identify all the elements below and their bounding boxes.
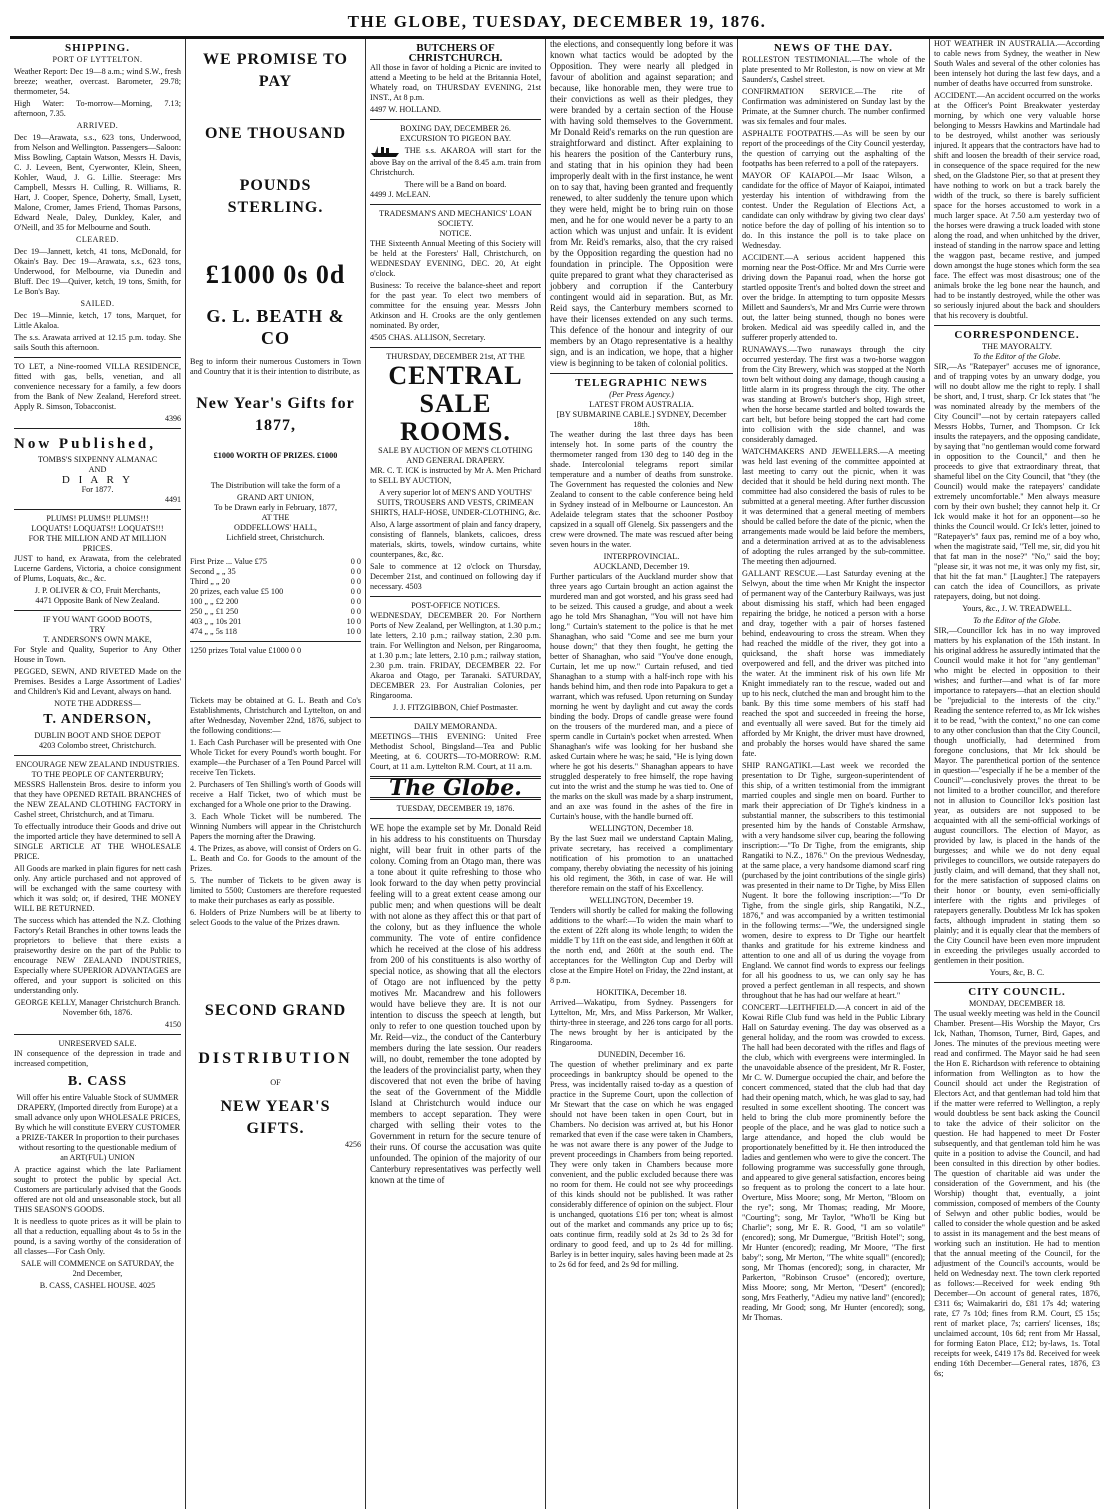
post-office-text: WEDNESDAY, DECEMBER 20. For Northern Ports of New Zealand, per Wellington, at 1.30 p.m.; late letters, 2.10 p.m.; railway station, 2.30 p.m. train. For Wellington and Nelson, per Ringarooma, at 1.30 p.m.; late letters, 2.10 p.m.; railway station, 2.30 p.m. train. FRIDAY, DECEMBER 22. For Akaroa and Otago, per Taranaki. SATURDAY, DECEMBER 23. For Australian Colonies, per Ringarooma. xyxy=(370,611,541,700)
latest-heading: LATEST FROM AUSTRALIA. xyxy=(589,400,694,409)
marked-text: All Goods are marked in plain figures for nett cash only. Any article purchased and not approved of will be exchanged with the same courtesy with which it was sold; or, if desired, THE MONEY WILL BE RETURNED. xyxy=(14,864,181,913)
news-item: WATCHMAKERS AND JEWELLERS.—A meeting was held last evening of the committee appointed at last meeting to carry out the picnic, when it was decided that it should be held during next month. The committee had also considered the basis of rules to be submitted at a general meeting. After further discussion it was determined that a general meeting of members should be called before the date of the picnic, when the arrangements made would be laid before the members, and a determination arrived at as to the advisableness of adopting the rules arranged by the sub-committee. The meeting then adjourned. xyxy=(742,447,925,566)
interprovincial-heading: INTERPROVINCIAL. xyxy=(603,552,680,561)
news-item: HOT WEATHER IN AUSTRALIA.—According to cable news from Sydney, the weather in New South Wales and several of the other colonies has been intensely hot during the last few days, and a number of deaths have occurred from sunstroke. xyxy=(934,39,1100,88)
cass-sale: SALE will COMMENCE on SATURDAY, the 2nd December, xyxy=(21,1259,174,1278)
port-heading: PORT OF LYTTELTON. xyxy=(52,55,143,64)
letter-sign: Yours, &c, B. C. xyxy=(989,968,1045,977)
news-item: ASPHALTE FOOTPATHS.—As will be seen by our report of the proceedings of the City Council yesterday, the question of carrying out the asphalting of the footpaths has been referred to a poll of the ratepayers. xyxy=(742,129,925,168)
diary-year: For 1877. xyxy=(81,485,114,494)
letter-sign: Yours, &c., J. W. TREADWELL. xyxy=(962,604,1072,613)
council-text: The usual weekly meeting was held in the Council Chamber. Present—His Worship the Mayor, Crs Ick, Nathan, Thomson, Turner, Bird, Gapes, and Jones. The minutes of the previous meeting were read and confirmed. The Mayor said he had seen the Hon E. Richardson with reference to obtaining information from Wellington as to how the Council should act under the Registration of Electors Act, and that gentleman had told him that if the matter were referred to Wellington, a reply would doubtless be sent back asking the Council to take the advice of their solicitor on the question. He had happened to meet Dr Foster subsequently, and that gentleman told him he was quite in a position to advise the Council, and had been consulted in this direction by other bodies. The question of charitable aid was under the consideration of the Government, and his (the Worship) thought that, eventually, a joint commission, composed of members of the County of Selwyn and other public bodies, would be called to consider the whole question and be asked to assist in its management and the best means of working such an institution. He had to mention that the annual meeting of the Council, for the adjustment of the Council's accounts, would be held on Wednesday next. The town clerk reported as follows:—Received for week ending 9th December—On account of general rates, 1876, £311 6s; Waimakariri do, £81 17s 4d; watering rate, £7 7s 10d; fines from R.M. Court, £5 15s; rent of market place, 7s; carriers' licenses, 18s; unclaimed account, 10s 6d; rent from Mr Hassal, for forming Eaton Place, £12; by-laws, 1s. Total receipts for week, £419 17s 8d. Received for week ending 16th December—General rates, 1876, £3 6s; xyxy=(934,1009,1100,1378)
cleared-heading: CLEARED. xyxy=(76,235,119,244)
cass-needless: It is needless to quote prices as it will be plain to all that a reduction, equalling about 4s to 5s in the pound, is a saving worthy of the consideration of all classes—For Cash Only. xyxy=(14,1217,181,1256)
million-heading: FOR THE MILLION AND AT MILLION PRICES. xyxy=(28,534,167,553)
oliver-name: J. P. OLIVER & CO, Fruit Merchants, xyxy=(34,586,161,595)
news-item: MAYOR OF KAIAPOI.—Mr Isaac Wilson, a candidate for the office of Mayor of Kaiapoi, intimated yesterday his intention of withdrawing from the contest. Under the Regulation of Elections Act, a candidate can only withdraw by giving two clear days' notice before the day of polling of his intention so to do. In this instance the poll is to take place on Wednesday. xyxy=(742,171,925,250)
consequence-text: IN consequence of the depression in trade and increased competition, xyxy=(14,1049,181,1068)
anderson-name: T. ANDERSON, xyxy=(43,712,152,727)
unreserved-heading: UNRESERVED SALE. xyxy=(58,1039,137,1048)
agency-line: (Per Press Agency.) xyxy=(609,390,674,399)
loquats-heading: LOQUATS! LOQUATS!! LOQUATS!!! xyxy=(31,524,164,533)
gifts-heading: New Year's Gifts for 1877, xyxy=(196,395,355,434)
auckland-text: Further particulars of the Auckland murder show that three years ago Curtain brought an action against the murdered man and got worsted, and his grass seed had to be seized. This caused a grudge, and about a week ago he told Mrs Shanaghan, "You will not have him long." Curtain's statement to the police is that he met Shanaghan, who said "Come and see me burn your house down;" that they then fought, he getting the better of Shanaghan, who said "You've done enough, Curtain, let me up now." Curtain refused, and tied Shanaghan to a stump with a half-inch rope with his hands behind him, and then rode into Papakura to get a warrant, which was refused. Upon returning on Sunday morning he went by daylight and cut away the cords binding the body. Drops of candle grease were found on the trousers of the murdered man, and a piece of sperm candle in Curtain's pocket when arrested. When Shanaghan's wife was looking for her husband she asked Curtain where he was; he said, "He is lying down where he got his deserts." Shanaghan appears to have struggled desperately to free himself, the rope having cut into the wrist and the stump he was tied to. One of the marks on the skull was made by a sharp instrument, and an axe was found in the ashes of the fire in Curtain's house, with the handle burned off. xyxy=(550,572,733,821)
commence-text: Sale to commence at 12 o'clock on Thursday, December 21st, and continued on following day if necessary. 4503 xyxy=(370,562,541,591)
almanac-title: TOMBS'S SIXPENNY ALMANAC xyxy=(37,455,158,464)
news-item: SHIP RANGATIKI.—Last week we recorded the presentation to Dr Tighe, surgeon-superintendent of this ship, of a written testimonial from the immigrant married couples and single men on board. Further to mark their appreciation of Dr Tighe's kindness in a substantial manner, the subscribers to this testimonial presented him by the hands of Constable Armshaw, with a very handsome silver cup, bearing the following inscription:—"To Dr Tighe, from the emigrants, ship Rangatiki to N.Z., 1876." On the previous Wednesday, at the same place, a very handsome diamond scarf ring (purchased by the joint contributions of the single girls) was presented in their name to Dr Tighe, by Miss Ellen Nugent. It bore the following inscription:—"To Dr Tighe, from the single girls, ship Rangatiki, N.Z., 1876," and was accompanied by a written testimonial in the following terms:—"We, the undersigned single women, desire to express to Dr Tighe our heartfelt thanks and gratitude for his extreme kindness and attention to one and all of us during the voyage from England. We cannot find words to express our feelings for all his goodness to us, we can only say he has proved a perfect gentleman in all respects, and shown throughout that he has had our welfare at heart." xyxy=(742,761,925,1000)
memoranda-text: MEETINGS—THIS EVENING: United Free Methodist School, Bingsland—Tea and Public Meeting, at 6. COURTS—TO-MORROW: R.M. Court, at 11 a.m. Lyttelton R.M. Court, at 11 a.m. xyxy=(370,732,541,771)
holland-sign: 4497 W. HOLLAND. xyxy=(370,105,441,114)
arrived-text: Dec 19—Arawata, s.s., 623 tons, Underwood, from Nelson and Wellington. Passengers—Saloon: Miss Bowling, Captain Watson, Messrs H. Davis, C. J. Leveen, Bent, Cyerwonter, Klein, Sheen, Kohler, Waud, J. G. Lillie. Steerage: Mrs Campbell, Messrs H. Culling, R. Williams, R. Hart, J. Cooper, Spence, Doherty, Small, Lysett, Malone, Cromer, James Friend, Thomas Parsons, Edward Neale, Daley, Dunkley, Kaler, and O'Neill, and 35 for Melbourne and South. xyxy=(14,133,181,232)
cass-offer: Will offer his entire Valuable Stock of SUMMER DRAPERY, (Imported directly from Europe) at a small advance only upon WHOLESALE PRICES, By which he will constitute EVERY CUSTOMER a PRIZE-TAKER In proportion to their purchases without resorting to the questionable medium of an ART(FUL) UNION xyxy=(14,1093,181,1162)
editor-line: To the Editor of the Globe. xyxy=(973,616,1061,625)
auction-heading: SALE BY AUCTION OF MEN'S CLOTHING AND GENERAL DRAPERY. xyxy=(378,446,533,465)
colombo-address: 4203 Colombo street, Christchurch. xyxy=(38,741,157,750)
people-heading: TO THE PEOPLE OF CANTERBURY; xyxy=(31,770,164,779)
now-published: Now Published, xyxy=(14,436,157,452)
notice-heading: NOTICE. xyxy=(439,229,472,238)
hokitika-text: Arrived—Wakatipu, from Sydney. Passengers for Lyttelton, Mr, Mrs, and Miss Parkerson, Mr Walker, thirty-three in steerage, and 226 tons cargo for all ports. The news brought by her is anticipated by the Ringarooma. xyxy=(550,998,733,1047)
sailed-heading: SAILED. xyxy=(80,299,115,308)
divider xyxy=(14,610,181,611)
editorial-text: WE hope the example set by Mr. Donald Reid in his address to his constituents on Thursday night, will bear fruit in other parts of the colony. Coming from an Otago man, there was a tone about it quite refreshing to those who look forward to the day when petty provincial feeling will to a great extent cease among our public men; and when questions will be dealt with not alone as they affect this or that part of the colony, but as they influence the whole community. The vote of entire confidence which he received at the close of his address from 200 of his constituents is also worthy of special notice, as showing that all the electors of Otago are not influenced by the petty motives Mr. Macandrew and his followers would have believe they are. It is not our intention to discuss the speech at length, but only to refer to one question touched upon by Mr. Reid—viz., the conduct of the Canterbury members during the late session. Our readers will, no doubt, remember the tone adopted by the leaders of the provincialist party, when they discovered that not even the bribe of having the seat of the Government of the Middle Island at Christchurch would induce our members to accept separation. They were charged with selling their votes to the Government in return for the secure tenure of their runs. Of course the accusation was quite unfounded. The opinion of the majority of our Canterbury representatives was perfectly well known at the time of xyxy=(370,823,541,1185)
distribution-heading: DISTRIBUTION xyxy=(198,1050,353,1067)
new-years-gifts: NEW YEAR'S GIFTS. xyxy=(220,1098,331,1137)
column-6 xyxy=(930,39,1104,1509)
column-2 xyxy=(186,39,366,1509)
business-text: Business: To receive the balance-sheet and report for the past year. To elect two members of committee for the ensuing year. Messrs John Atkinson and H. Crooks are the only gentlemen nominated. By order, xyxy=(370,281,541,330)
diary-title: D I A R Y xyxy=(61,474,134,486)
anderson-heading: T. ANDERSON'S OWN MAKE, xyxy=(43,635,152,644)
condition-4: 4. The Prizes, as above, will consist of Orders on G. L. Beath and Co. for Goods to the amount of the Prizes. xyxy=(190,844,361,873)
sale-rooms-heading: SALE ROOMS. xyxy=(400,389,511,446)
divider xyxy=(14,1034,181,1035)
cable-text: The weather during the last three days has been intensely hot. In some parts of the country the thermometer ranged from 130 deg to 140 deg in the shade. Intercolonial telegrams report similar temperature and a number of deaths from sunstroke. The Government has requested the colonies and New Zealand to consent to the cable conference being held in Sydney instead of in Melbourne or Launceston. An Adelaide telegram states that the schooner Postboy capsized in a squall off Glenelg. Six passengers and the crew were drowned. The mate was rescued after being seven hours in the water. xyxy=(550,430,733,549)
prize-table xyxy=(190,557,361,637)
news-heading: NEWS OF THE DAY. xyxy=(773,42,894,54)
oliver-address: 4471 Opposite Bank of New Zealand. xyxy=(35,596,160,605)
mclean-sign: 4499 J. McLEAN. xyxy=(370,190,431,199)
letter-text: SIR,—As "Ratepayer" accuses me of ignorance, and of trapping votes by an unwary dodge, you will no doubt allow me the right to reply. I shall be short, and, I trust, sharp. Cr Ick states that "he was nominated already by the members of the City Council"—not by certain ratepayers called Messrs Hobbs, Turner, and Thompson. Cr Ick insults the ratepayers, and the opposing candidate, by saying that "no gentleman would come forward in opposition to the Council," and then he proceeds to give that extraordinary threat, that shameful libel on the City Council, that "they (the Council) would make the ratepayers' candidate extremely uncomfortable." Men always measure corn by their own bushel; they cannot help it. Cr Ick would make it hot for an opponent—so he thinks the Council would. Cr Ick's letter, joined to "Ratepayer's" faux pas, remind me of a boy who, when the magistrate said, "Tell me, sir, did you hit that fat man in the nose?" "No," said the boy; "please sir, it was not me, it was only my fist, sir, that hit the fat man." [Laughter.] The ratepayers can catch the idea of Councillors, as private ratepayers, doing, but not doing. xyxy=(934,362,1100,601)
beath-heading: G. L. BEATH & CO xyxy=(206,306,345,348)
condition-5: 5. The number of Tickets to be given away is limited to 5500; Customers are therefore requested to make their purchases as early as possible. xyxy=(190,876,361,905)
mayoralty-heading: THE MAYORALTY. xyxy=(982,342,1052,351)
auckland-dateline: AUCKLAND, December 19. xyxy=(593,562,690,571)
sixteenth-text: THE Sixteenth Annual Meeting of this Society will be held at the Foresters' Hall, Christchurch, on WEDNESDAY EVENING, DEC. 20, At eight o'clock. xyxy=(370,239,541,278)
globe-title: The Globe. xyxy=(389,775,522,801)
central-heading: CENTRAL xyxy=(388,361,523,390)
note-address: NOTE THE ADDRESS— xyxy=(54,699,141,708)
steamship-icon xyxy=(370,144,400,158)
news-item: CONCERT—LEITHFIELD.—A concert in aid of the Kowai Rifle Club fund was held in the Public Library Hall on Saturday evening. The day was observed as a general holiday, and the room was crowded to excess. The hall had been decorated with the rifles and flags of the club, which with evergreens were intermingled. In the unavoidable absence of the president, Mr R. Foster, Mr C. W. Dumergue occupied the chair, and before the concert commenced, stated that the club had that day had their opening match, which, he was glad to say, had resulted in some excellent shooting. The concert was held to bring the club more prominently before the people of the place, and he was glad to notice such a large attendance, and hoped the club would be proportionately benefitted by it. He then introduced the ladies and gentlemen who were to give the concert. The following programme was successfully gone through, and appeared to give general satisfaction, encores being so frequent as to prolong the concert to a late hour. Overture, Miss Moore; song, Mr Merton, "Bloom on the rye"; song, Mr Thomas; reading, Mr Moore, "Courting"; song, Mr Taylor, "Who'll be King but Charlie"; song, Mr E. R. Good, "I am so volatile" (encored); song, Mr Dumergue, "British Hotel"; song, Mr Hunter (encored); reading, Mr Moore, "The first baby"; song, Mr Merton, "The white squall" (encored); song, Mr Thomas (encored); song, in character, Mr Parkerton, "Robinson Crusoe" (encored); overture, Miss Moore; song, Mr Merton, "Desert" (encored); song, Mrs Featherly, "Adieu my native land" (encored); reading, Mr Good; song, Mr Hunter (encored); song, Mr Thomas. xyxy=(742,1003,925,1322)
arrived-heading: ARRIVED. xyxy=(76,121,119,130)
news-item: ACCIDENT.—A serious accident happened this morning near the Post-Office. Mr and Mrs Currie were driving down the Papanui road, when the horse got startled opposite Trent's and bolted down the street and over the bridge. In attempting to turn opposite Messrs Millett and Saunders's, Mr and Mrs Currie were thrown out, the latter being stunned, though no bones were broken. Medical aid was speedily called in, and the sufferer properly attended to. xyxy=(742,253,925,342)
dunedin-dateline: DUNEDIN, December 16. xyxy=(597,1050,686,1059)
tradesmen-heading: TRADESMAN'S AND MECHANICS' LOAN SOCIETY. xyxy=(379,209,532,228)
post-office-heading: POST-OFFICE NOTICES. xyxy=(411,601,500,610)
column-5 xyxy=(738,39,930,1509)
news-item: ROLLESTON TESTIMONIAL.—The whole of the plate presented to Mr Rolleston, is now on view at Mr Saunders's, Cashel street. xyxy=(742,55,925,84)
allison-sign: 4505 CHAS. ALLISON, Secretary. xyxy=(370,333,486,342)
condition-1: 1. Each Cash Purchaser will be presented with One Whole Ticket for every Pound's worth bought. For example—the Purchaser of a Ten Pound Parcel will receive Ten Tickets. xyxy=(190,738,361,777)
hokitika-dateline: HOKITIKA, December 18. xyxy=(596,988,687,997)
prize-row: 403 „ „ 10s 201 10 0 xyxy=(190,617,361,626)
dunedin-text: The question of whether preliminary and ex parte proceedings in bankruptcy should be opened to the Press, was incidentally raised to-day as a question of practice in the Supreme Court, upon the collection of Mr Stewart that the case on which he was engaged should not have been taken in open Court, but in Chambers. No decision was arrived at, but his Honor remarked that even if the case were taken in Chambers, he was not aware there is any power of the Judge to prevent proceedings in Chambers from being reported. They were only taken in Chambers because more convenient, and the public excluded because there was no room for them. He could not see why proceedings of this kinds should not be published. It was rather considerably difference of opinion on the subject. Flour is unchanged, quotations £16 per ton; wheat is almost out of the market and commands any price up to 6s; oats continue firm, readily sold at 2s 3d to 2s 3d for ordinary to good feed, and up to 2s 4d for milling. Barley is in better inquiry, sales having been made at 2s to 2s 6d for feed, and 2s 9d for milling. xyxy=(550,1060,733,1269)
fitzgibbon-sign: J. J. FITZGIBBON, Chief Postmaster. xyxy=(392,703,519,712)
plums-heading: PLUMS! PLUMS!! PLUMS!!! xyxy=(46,514,149,523)
correspondence-heading: CORRESPONDENCE. xyxy=(954,329,1080,341)
also-text: Also, A large assortment of plain and fancy drapery, consisting of flannels, blankets, calicoes, dress materials, skirts, towels, window curtains, white counterpanes, &c, &c. xyxy=(370,520,541,559)
prize-row: First Prize ... Value £75 0 0 xyxy=(190,557,361,566)
tickets-text: Tickets may be obtained at G. L. Beath and Co's Establishments, Christchurch and Lyttelton, on and after Wednesday, November 22nd, 1876, subject to the following conditions:— xyxy=(190,696,361,735)
condition-2: 2. Purchasers of Ten Shilling's worth of Goods will receive a Half Ticket, two of which must be exchanged for a Whole one prior to the Drawing. xyxy=(190,780,361,809)
prize-row: 474 „ „ 5s 118 10 0 xyxy=(190,627,361,636)
column-3 xyxy=(366,39,546,1509)
cass-name: B. CASS xyxy=(67,1074,128,1089)
news-item: CONFIRMATION SERVICE.—The rite of Confirmation was administered on Sunday last by the Primate, at the Sumner church. The number confirmed was six females and four males. xyxy=(742,87,925,126)
prize-row: 20 prizes, each value £5 100 0 0 xyxy=(190,587,361,596)
of-text: OF xyxy=(270,1078,281,1087)
column-4 xyxy=(546,39,738,1509)
at-the: AT THE xyxy=(261,513,290,522)
encourage-heading: ENCOURAGE NEW ZEALAND INDUSTRIES. xyxy=(15,760,180,769)
and-text: AND xyxy=(88,465,107,474)
wellington-text: By the last Suez mail we understand Captain Maling, private secretary, has received a complimentary notification of his promotion to an unattached company, thereby obviating the necessity of his joining his old regiment, the 36th, in case of war. He will therefore remain on the staff of his Excellency. xyxy=(550,834,733,893)
boxing-day: BOXING DAY, DECEMBER 26. xyxy=(400,124,511,133)
promise-line-3: POUNDS STERLING. xyxy=(227,177,324,216)
condition-6: 6. Holders of Prize Numbers will be at liberty to select Goods to the value of the Prizes drawn. xyxy=(190,908,361,927)
prize-total: 1250 prizes Total value £1000 0 0 xyxy=(190,646,302,655)
ad-number: 4396 xyxy=(165,414,181,423)
ad-number: 4256 xyxy=(345,1140,361,1149)
ad-number: 4150 xyxy=(165,1020,181,1029)
grand-art-union: GRAND ART UNION, xyxy=(237,493,314,502)
prize-row: Third „ „ 20 0 0 xyxy=(190,577,361,586)
prize-row: 100 „ „ £2 200 0 0 xyxy=(190,597,361,606)
lichfield-street: Lichfield street, Christchurch. xyxy=(226,533,325,542)
dublin-depot: DUBLIN BOOT AND SHOE DEPOT xyxy=(34,731,161,740)
fruit-ad: JUST to hand, ex Arawata, from the celebrated Lucerne Gardens, Victoria, a choice consignment of Plums, Loquats, &c., &c. xyxy=(14,554,181,583)
wellington2-text: Tenders will shortly be called for making the following additions to the wharf:—To widen the main wharf to the extent of 22ft along its whole length; to widen the middle T by 11ft on the east side, and lengthen it 60ft at the north end, and 260ft at the south end. The acceptances for the Wellington Cup and Derby will close at the Empire Hotel on Friday, the 22nd instant, at 8 p.m. xyxy=(550,906,733,985)
cable-line: [BY SUBMARINE CABLE.] SYDNEY, December 18th. xyxy=(556,410,727,429)
beath-intro: Beg to inform their numerous Customers in Town and Country that it is their intention to distribute, as xyxy=(190,357,361,376)
wellington-dateline: WELLINGTON, December 18. xyxy=(589,824,694,833)
divider xyxy=(14,428,181,429)
worth-heading: £1000 WORTH OF PRIZES. £1000 xyxy=(213,451,338,460)
memoranda-heading: DAILY MEMORANDA. xyxy=(413,722,498,731)
weather-report: Weather Report: Dec 19—8 a.m.; wind S.W., fresh breeze; weather, overcast. Barometer, 29.78; thermometer, 54. xyxy=(14,67,181,96)
prize-row: 250 „ „ £1 250 0 0 xyxy=(190,607,361,616)
oddfellows-hall: ODDFELLOWS' HALL, xyxy=(234,523,317,532)
introduce-text: To effectually introduce their Goods and drive out the imported article they have determined to sell A SINGLE ARTICLE AT THE WHOLESALE PRICE. xyxy=(14,822,181,861)
sailed-text: Dec 19—Minnie, ketch, 17 tons, Marquet, for Little Akaloa. xyxy=(14,311,181,330)
divider xyxy=(14,357,181,358)
tuck-text: MR. C. T. ICK is instructed by Mr A. Men Prichard to SELL BY AUCTION, xyxy=(370,466,541,485)
news-item: ACCIDENT.—An accident occurred on the works at the Officer's Point Breakwater yesterday morning, by which one very valuable horse belonging to Messrs Hawkins and Martindale had to be destroyed, whilst another was seriously injured. It appears that the contractors have had to shift and loosen the breadth of their service road, in consequence of the space required for the new shed, on the Gladstone Pier, so that at present they have nothing to work on but a track barely the width of the truck, so there is barely sufficient space for the horses accustomed to work in a much larger space. At 7.50 a.m yesterday two of the horses were drawing a truck loaded with stone along the road, and when unhitched by the driver, instead of standing in the narrow space and letting the waggon past, became restive, and jumped down amongst the huge stones which form the sea face. The effect was most disastrous; one of the animals broke the leg bone near the haunch, and had to be instantly destroyed, while the other was so seriously injured about the back and shoulders that his recovery is doubtful. xyxy=(934,91,1100,320)
distribution-text: The Distribution will take the form of a xyxy=(210,481,341,490)
cass-practice: A practice against which the late Parliament sought to protect the public by special Act. Customers are particularly advised that the Goods offered are not old and unseasonable stock, but all THIS SEASON'S GOODS. xyxy=(14,1165,181,1214)
high-water: High Water: To-morrow—Morning, 7.13; afternoon, 7.35. xyxy=(14,99,181,118)
promise-line-2: ONE THOUSAND xyxy=(204,125,347,142)
boots-heading: IF YOU WANT GOOD BOOTS, xyxy=(43,615,152,624)
cass-address: B. CASS, CASHEL HOUSE. 4025 xyxy=(39,1281,156,1290)
second-grand: SECOND GRAND xyxy=(204,1002,347,1019)
band-text: There will be a Band on board. xyxy=(404,180,507,189)
news-item: GALLANT RESCUE.—Last Saturday evening at the Selwyn, about the time when Mr Knight the inspector of permanent way of the Canterbury Railways, was just about dismissing his staff, which had been engaged repairing the bridge, he noticed a person with a horse and dray, together with a pair of horses fastened behind, endeavouring to cross the stream. When they had reached the middle of the river, they got into a quicksand, the shaft horse was immediately overpowered and fell, and the driver was pitched into the water. At the imminent risk of his own life Mr Knight immediately ran to the rescue, waded out and up to his neck, clutched the man and brought him to the bank. By this time some members of his staff had reached the spot and succeeded in freeing the horse, and eventually all were saved. But for the timely aid afforded by Mr Knight, the driver must have drowned, and probably the horses would have shared the same fate. xyxy=(742,569,925,758)
drawn-date: To be Drawn early in February, 1877, xyxy=(213,503,338,512)
amount-heading: £1000 0s 0d xyxy=(205,260,346,289)
promise-line-1: WE PROMISE TO PAY xyxy=(203,51,348,90)
to-let-ad: TO LET, a Nine-roomed VILLA RESIDENCE, fitted with gas, bells, venetian, and all convenience necessary for a family, a few doors from the Bank of New Zealand, Hereford street. Apply R. Simson, Tobacconist. xyxy=(14,362,181,411)
editorial-continued: the elections, and consequently long before it was known what tactics would be adopted by the Opposition. They were nearly all pledged in favour of abolition and against separation; and because, like honorable men, they were true to their convictions as well as their pledges, they were branded by a certain section of the House with having sold themselves to the Government. Mr Donald Reid's remarks on the run question are straightforward and distinct. After explaining to his hearers the position of the Canterbury runs, and stating that in his opinion they had been improperly dealt with in the first instance, he went on to say that, having been granted and frequently renewed, to alter suddenly the tenure upon which they were held, might be to bring ruin on those men, and he for one would never be a party to an action which was unjust and unfair. It is evident from Mr. Reid's remarks, also, that the cry raised by the Opposition regarding the question had no foundation in principle. The Opposition were quite prepared to grant what they characterised as jobbery and corruption if the Canterbury contingent would aid in separation. But, as Mr. Reid says, the Canterbury members scorned to have their licenses extended on any such terms. This defence of the honour and integrity of our members by an Otago representative is a healthy sign, and is an indication, we hope, that a higher view is beginning to be taken of colonial politics. xyxy=(550,39,733,368)
try-text: TRY xyxy=(89,625,106,634)
success-text: The success which has attended the N.Z. Clothing Factory's Retail Branches in other towns leads the proprietors to believe that there exists a praiseworthy desire on the part of the Public to encourage NEW ZEALAND INDUSTRIES, Especially where SUPERIOR ADVANTAGES are offered, and your support is solicited on this understanding only. xyxy=(14,916,181,995)
masthead: THE GLOBE, TUESDAY, DECEMBER 19, 1876. xyxy=(10,6,1104,38)
butchers-heading: BUTCHERS OF CHRISTCHURCH. xyxy=(408,42,503,64)
telegraphic-heading: TELEGRAPHIC NEWS xyxy=(575,377,708,389)
arawata-note: The s.s. Arawata arrived at 12.15 p.m. today. She sails South this afternoon. xyxy=(14,333,181,352)
divider xyxy=(14,509,181,510)
wellington2-dateline: WELLINGTON, December 19. xyxy=(589,896,694,905)
divider xyxy=(14,755,181,756)
akaroa-text: THE s.s. AKAROA will start for the above Bay on the arrival of the 8.45 a.m. train from Christchurch. xyxy=(370,145,541,177)
column-1 xyxy=(10,39,186,1509)
editorial-date: TUESDAY, DECEMBER 19, 1876. xyxy=(396,804,515,813)
editor-line: To the Editor of the Globe. xyxy=(973,352,1061,361)
cleared-text: Dec 19—Jannett, ketch, 41 tons, McDonald, for Okain's Bay. Dec 19—Arawata, s.s., 623 tons, Underwood, for Melbourne, via Dunedin and Bluff. Dec 19—Quiver, ketch, 19 tons, Smith, for Le Bon's Bay. xyxy=(14,247,181,296)
columns xyxy=(10,38,1104,1509)
city-council-heading: CITY COUNCIL. xyxy=(968,986,1066,998)
style-text: For Style and Quality, Superior to Any Other House in Town. xyxy=(14,645,181,664)
ad-number: 4491 xyxy=(165,495,181,504)
condition-3: 3. Each Whole Ticket will be numbered. The Winning Numbers will appear in the Christchurch Papers the morning after the Drawing. xyxy=(190,812,361,841)
news-item: RUNAWAYS.—Two runaways through the city occurred yesterday. The first was a two-horse waggon from the City Brewery, which was stopped at the North town belt without doing any damage, though causing a little alarm in its progress through the city. The other was standing at Brown's butcher's shop, High street, when the horse became startled and bolted towards the cart belt, but before being stopped the cart had come into collision with the side channel, and was considerably damaged. xyxy=(742,345,925,444)
prize-row: Second „ „ 35 0 0 xyxy=(190,567,361,576)
shipping-heading: SHIPPING. xyxy=(65,42,130,54)
kelly-sign: GEORGE KELLY, Manager Christchurch Branch. November 6th, 1876. xyxy=(14,998,181,1017)
thursday-heading: THURSDAY, DECEMBER 21st, AT THE xyxy=(386,352,525,361)
assortment-text: A very superior lot of MEN'S AND YOUTHS' SUITS, TROUSERS AND VESTS, CRIMEAN SHIRTS, HALF-HOSE, UNDER-CLOTHING, &c. xyxy=(370,488,541,517)
pegged-text: PEGGED, SEWN, AND RIVETED Made on the Premises. Besides a Large Assortment of Ladies' and Children's Kid and Levant, always on hand. xyxy=(14,667,181,696)
butchers-text: All those in favor of holding a Picnic are invited to attend a Meeting to be held at the Britannia Hotel, Whately road, on THURSDAY EVENING, 21st INST., At 8 p.m. xyxy=(370,63,541,102)
hallenstein-ad: MESSRS Hallenstein Bros. desire to inform you that they have OPENED RETAIL BRANCHES of the NEW ZEALAND CLOTHING FACTORY in Cashel street, Christchurch, and at Timaru. xyxy=(14,780,181,819)
letter-text: SIR,—Councillor Ick has in no way improved matters by his explanation of the 15th instant. In his original address he assuredly intimated that the Council would make it hot for "any gentleman" who might be elected in opposition to their wishes; and further—and what is of far more importance to ratepayers—that an election should be "prejudicial to the interests of the city." Reading the sentence referred to, as Mr Ick wishes it to be read, "with the context," no one can come to any other conclusion than that the City Council, though unofficially, had determined from foregone conclusions, that Mr Ick should be Mayor. The parenthetical portion of the sentence in question—"especially if he be a member of the Council"—conclusively proves the threat to be not limited to a brother councillor, and therefore not in allusion to Councillor Ick's position last year, as outsiders are not supposed to be acquainted with all the semi-official workings of august councillors. The election of Mayor, as provided by law, is placed in the hands of the burgesses; and while we do not deny equal privileges to councillors, we outside ratepayers do justly claim, and will demand, that they shall not, for the mere satisfaction of supposed claims on their honor or bounty, even semi-officially interfere with the rights and privileges of ratepayers generally. Doubtless Mr Ick has spoken facts, although imprudent in stating them so plainly; and it is equally clear that the members of the City Council have been even more imprudent in exceeding the privileges usually accorded to gentlemen in their position. xyxy=(934,626,1100,965)
excursion-heading: EXCURSION TO PIGEON BAY. xyxy=(399,134,512,143)
monday-dateline: MONDAY, DECEMBER 18. xyxy=(969,999,1065,1008)
